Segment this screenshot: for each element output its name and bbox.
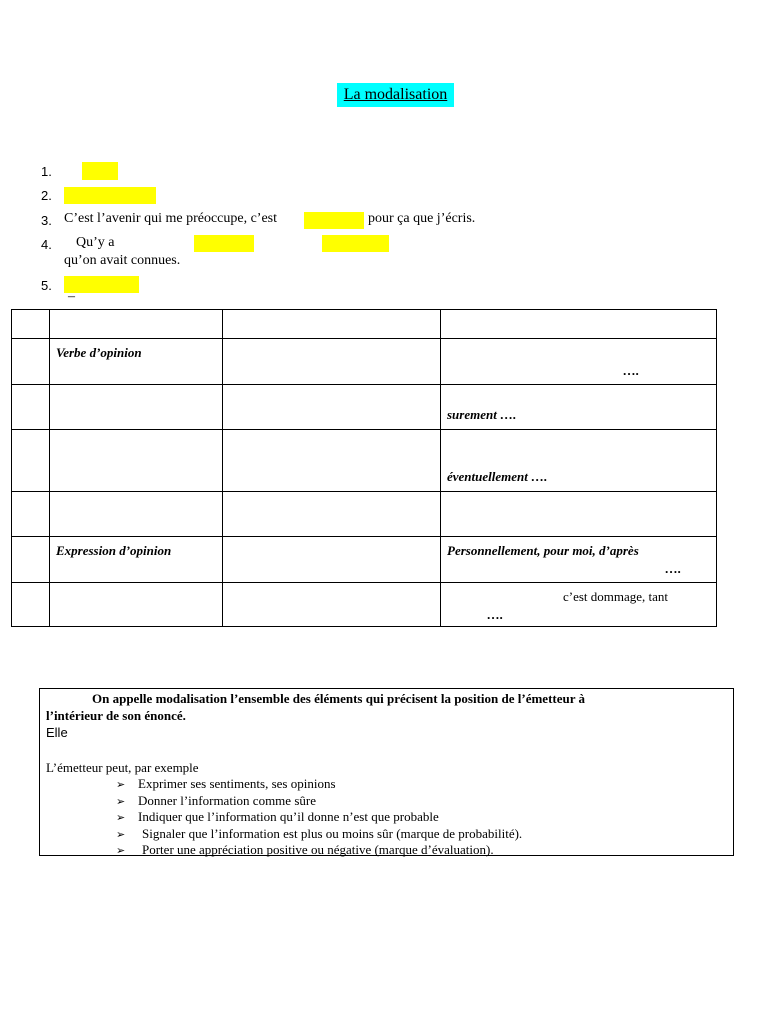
table-row: [12, 583, 717, 627]
table-cell: [441, 492, 717, 537]
definition-line-4: L’émetteur peut, par exemple: [46, 760, 199, 775]
bullet-item-5: Porter une appréciation positive ou négative (marque d’évaluation).: [142, 842, 494, 857]
item4-text-line2: qu’on avait connues.: [64, 253, 181, 268]
table-cell: [12, 310, 50, 339]
table-row: [12, 430, 717, 492]
cell-ellipsis-3: ….: [487, 607, 504, 622]
table-row: [12, 385, 717, 430]
definition-line-3: Elle: [46, 725, 68, 740]
table-cell: [441, 430, 717, 492]
definition-line-1: On appelle modalisation l’ensemble des éléments qui précisent la position de l’émetteur à: [92, 691, 586, 706]
list-number-3: 3.: [41, 213, 52, 228]
table-cell: [441, 339, 717, 385]
item3-text-end: pour ça que j’écris.: [368, 211, 476, 226]
table-cell: [50, 339, 223, 385]
page-title: La modalisation: [337, 83, 454, 107]
dash-mark: –: [68, 289, 75, 304]
cell-ellipsis: ….: [623, 363, 640, 378]
cell-eventuellement: éventuellement ….: [447, 469, 548, 484]
table-cell: [441, 385, 717, 430]
table-cell: [223, 385, 441, 430]
list-number-2: 2.: [41, 188, 52, 203]
modalisation-table: [11, 309, 717, 627]
list-number-4: 4.: [41, 237, 52, 252]
table-cell: [50, 583, 223, 627]
table-cell: [12, 583, 50, 627]
table-cell: [223, 492, 441, 537]
cell-verbe-opinion: Verbe d’opinion: [56, 345, 142, 360]
definition-box: [39, 688, 734, 856]
cell-expression-opinion: Expression d’opinion: [56, 543, 172, 558]
arrow-bullet-icon: ➢: [116, 844, 126, 857]
table-cell: [12, 537, 50, 583]
list-number-1: 1.: [41, 164, 52, 179]
table-cell: [441, 310, 717, 339]
table-cell: [223, 430, 441, 492]
highlight-blank-2: [64, 187, 156, 204]
arrow-bullet-icon: ➢: [116, 828, 126, 841]
item4-text-start: Qu’y a: [76, 235, 115, 250]
table-cell: [223, 310, 441, 339]
table-cell: [50, 537, 223, 583]
table-cell: [12, 385, 50, 430]
table-cell: [50, 385, 223, 430]
highlight-blank-1: [82, 162, 118, 180]
arrow-bullet-icon: ➢: [116, 778, 126, 791]
table-cell: [223, 339, 441, 385]
cell-ellipsis-2: ….: [665, 561, 682, 576]
highlight-blank-5: [64, 276, 139, 293]
table-cell: [12, 492, 50, 537]
definition-line-2: l’intérieur de son énoncé.: [46, 708, 186, 723]
table-cell: [12, 339, 50, 385]
table-cell: [50, 430, 223, 492]
table-cell: [223, 537, 441, 583]
table-row: [12, 310, 717, 339]
arrow-bullet-icon: ➢: [116, 795, 126, 808]
bullet-item-2: Donner l’information comme sûre: [138, 793, 316, 808]
bullet-item-4: Signaler que l’information est plus ou moins sûr (marque de probabilité).: [142, 826, 523, 841]
highlight-blank-3: [304, 212, 364, 229]
table-cell: [50, 492, 223, 537]
table-row: [12, 339, 717, 385]
bullet-item-3: Indiquer que l’information qu’il donne n’est que probable: [138, 809, 439, 824]
table-cell: [441, 583, 717, 627]
arrow-bullet-icon: ➢: [116, 811, 126, 824]
list-number-5: 5.: [41, 278, 52, 293]
bullet-item-1: Exprimer ses sentiments, ses opinions: [138, 776, 336, 791]
table-cell: [50, 310, 223, 339]
cell-surement: surement ….: [447, 407, 517, 422]
table-cell: [223, 583, 441, 627]
item3-text-start: C’est l’avenir qui me préoccupe, c’est: [64, 211, 278, 226]
cell-personnellement: Personnellement, pour moi, d’après: [447, 543, 639, 558]
table-row: [12, 492, 717, 537]
cell-c-est-dommage: c’est dommage, tant: [563, 589, 669, 604]
table-row: [12, 537, 717, 583]
table-cell: [441, 537, 717, 583]
highlight-blank-4b: [322, 235, 389, 252]
highlight-blank-4a: [194, 235, 254, 252]
table-cell: [12, 430, 50, 492]
